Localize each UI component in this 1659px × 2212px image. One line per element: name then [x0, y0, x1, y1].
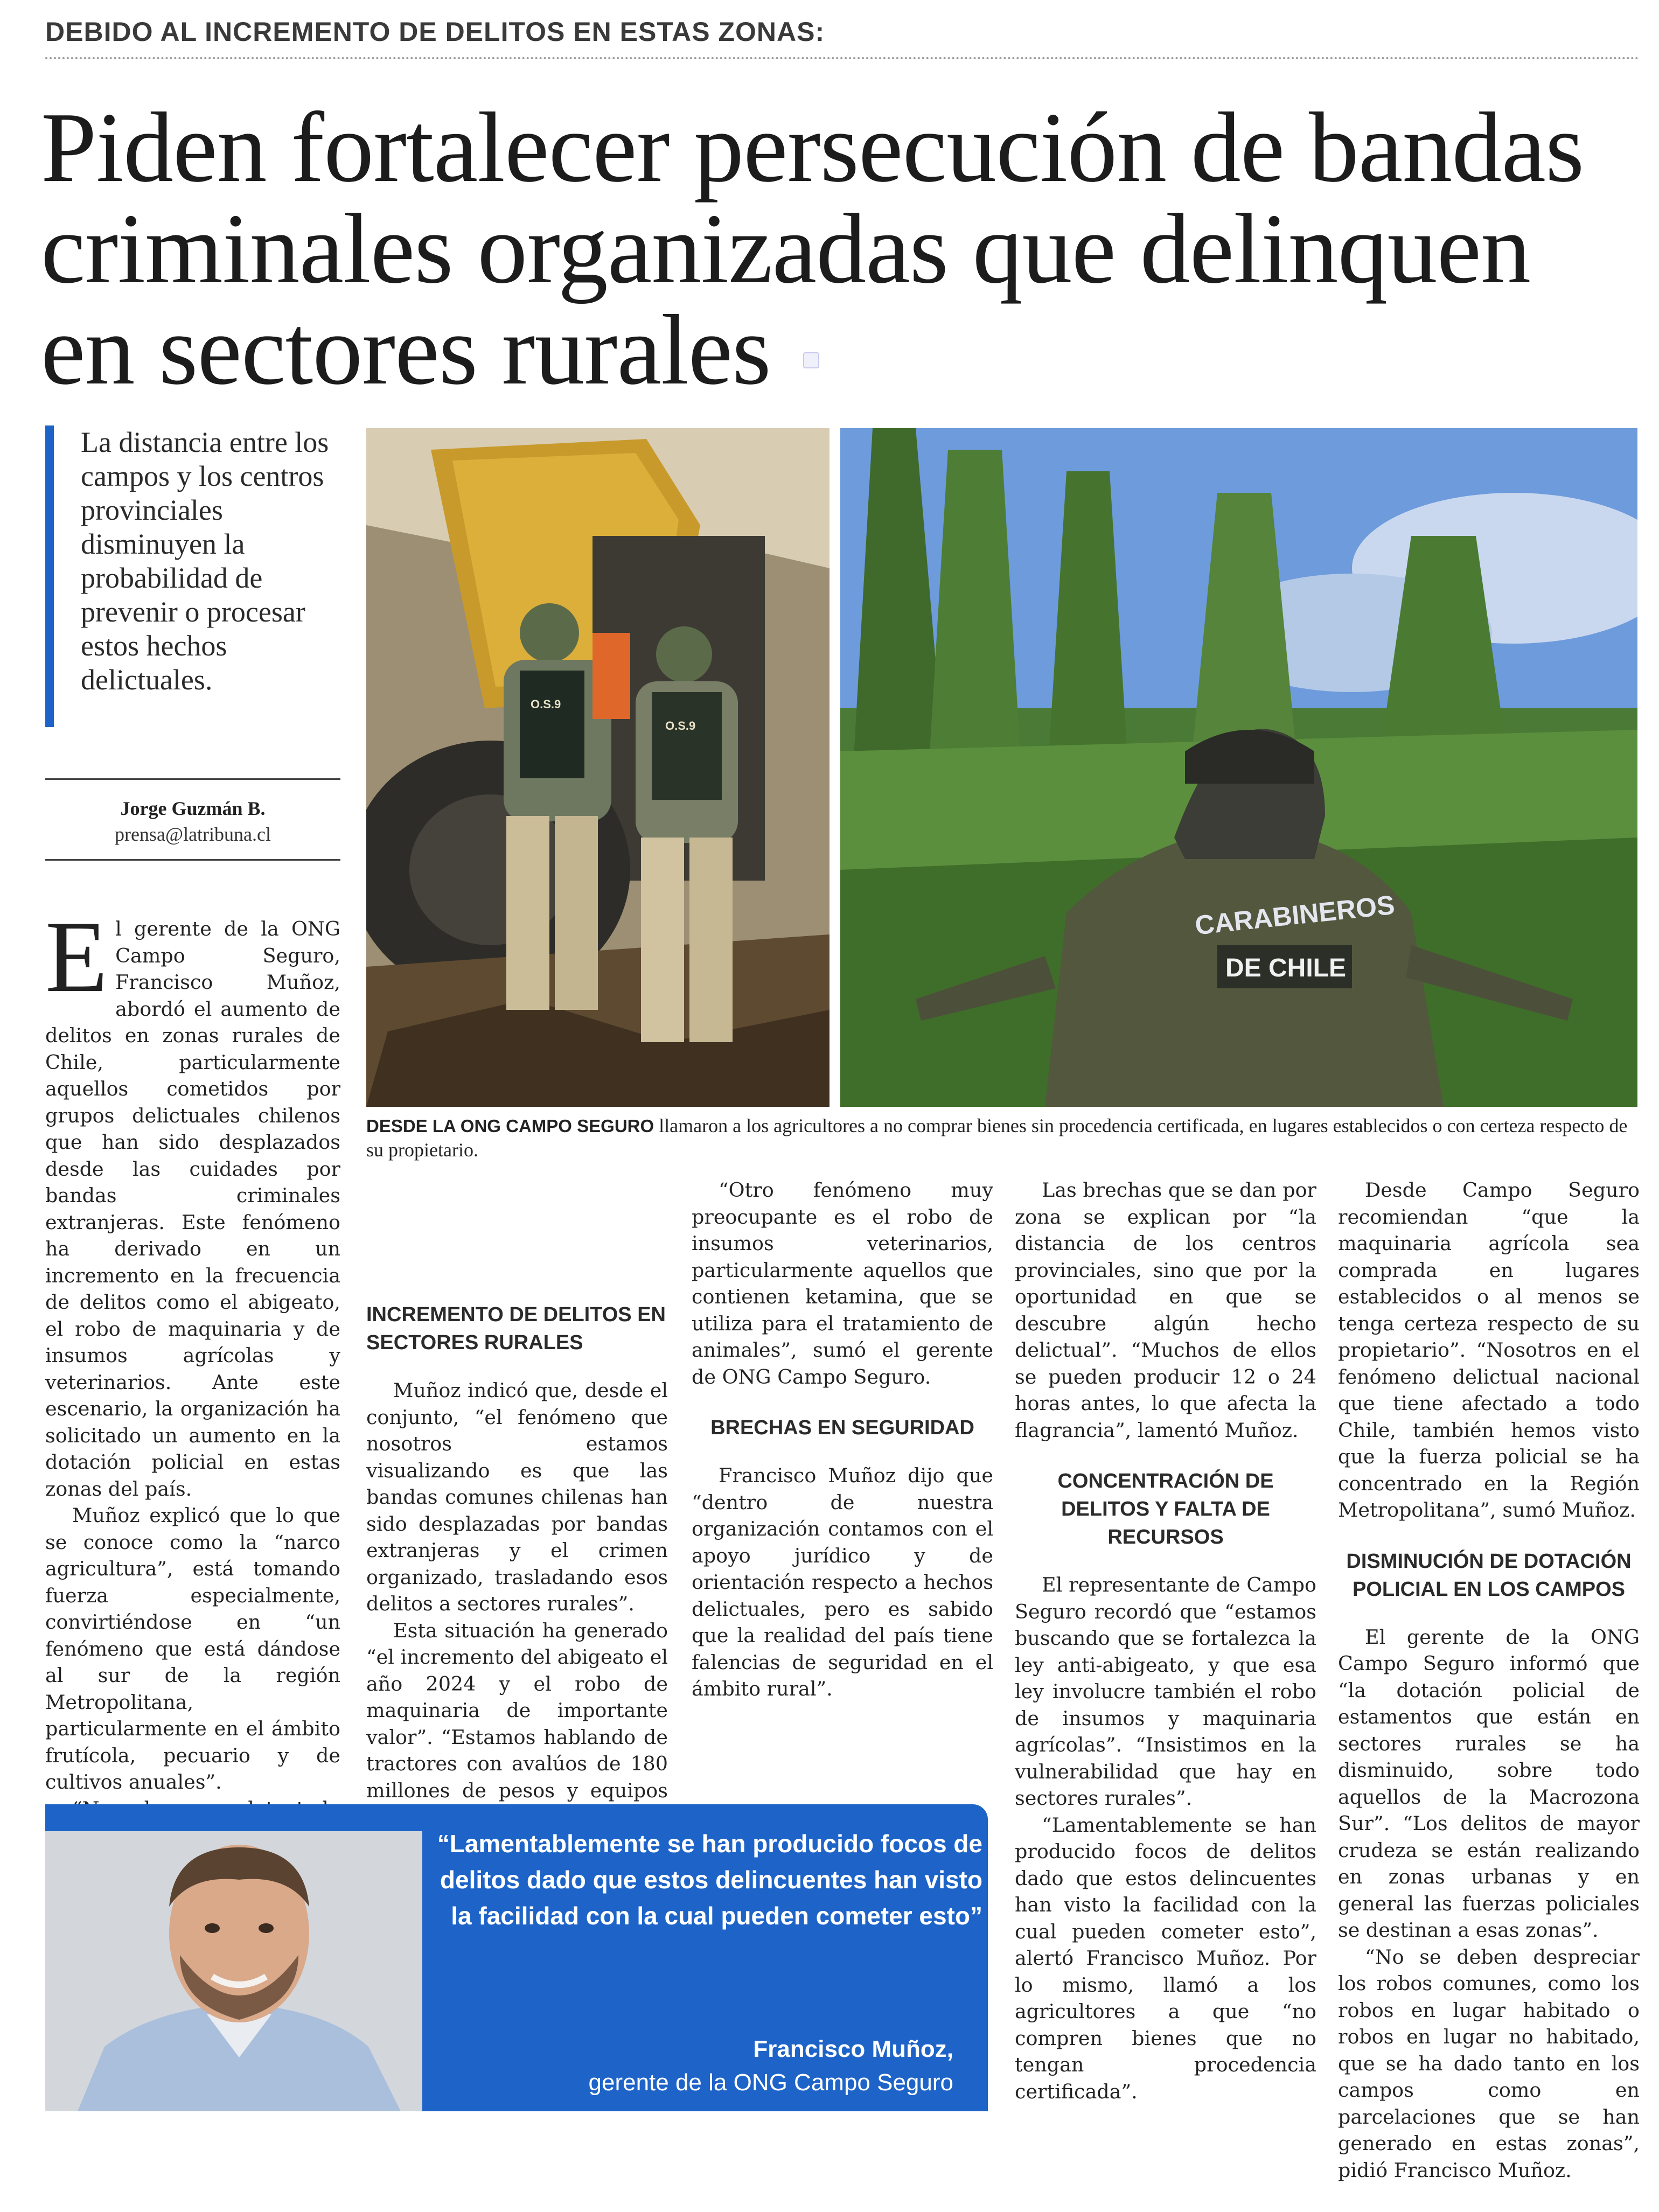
byline-divider-top	[45, 778, 340, 780]
kicker-divider	[45, 57, 1640, 59]
drop-cap: E	[45, 901, 108, 1014]
byline-author: Jorge Guzmán B.	[120, 798, 266, 819]
article-column-3	[692, 1177, 993, 1702]
article-column-4	[1015, 1177, 1316, 2105]
photo-officer-field	[840, 428, 1637, 1107]
article-paragraph-6: “Otro fenómeno muy preocupante es el robo de insumos veterinarios, particularmente aquellos que contienen ketamina, que se utiliza para el tratamiento de animales”, sumó el gerente de ONG Campo Seguro.	[692, 1178, 993, 1388]
article-paragraph-2: Muñoz explicó que lo que se conoce como la “narco agricultura”, está tomando fuerza especialmente, convirtiéndose en “un fenómeno que está dándose al sur de la región Metropolitana, particularmente en el ámbito frutícola, pecuario y de cultivos anuales”.	[45, 1504, 340, 1794]
byline-divider-bottom	[45, 859, 340, 861]
uniform-text-de-chile: DE CHILE	[1225, 954, 1347, 982]
caption-text: llamaron a los agricultores a no comprar bienes sin procedencia certificada, en lugares establecidos o con certeza respecto de su propietario.	[366, 1115, 1628, 1161]
photo-field-illustration	[840, 428, 1637, 1107]
article-paragraph-9: El representante de Campo Seguro recordó que “estamos buscando que se fortalezca la ley anti-abigeato, y que esa ley involucre también el robo de insumos y maquinaria agrícolas”. “Insistimos en la vulnerabilidad que hay en sectores rurales”.	[1015, 1573, 1316, 1810]
article-paragraph-7: Francisco Muñoz dijo que “dentro de nuestra organización contamos con el apoyo jurídico y de orientación respecto a hechos delictuales, pero es sabido que la realidad del país tiene falencias de seguridad en el ámbito rural”.	[692, 1464, 993, 1700]
byline-email: prensa@latribuna.cl	[114, 824, 271, 845]
article-paragraph-8: Las brechas que se dan por zona se explican por “la distancia de los centros provinciales, sino que por la oportunidad en que se descubre algún hecho delictual”. “Muchos de ellos se pueden producir 12 o 24 horas antes, lo que afecta la flagrancia”, lamentó Muñoz.	[1015, 1178, 1316, 1442]
lede: La distancia entre los campos y los centros provinciales disminuyen la probabilidad de prevenir o procesar estos hechos delictuales.	[45, 425, 347, 727]
article-paragraph-5: Esta situación ha generado “el incremento del abigeato el año 2024 y el robo de maquinaria de importante valor”. “Estamos hablando de tractores con avalúos de 180 millones de pesos y equipos	[366, 1618, 668, 1802]
article-column-5	[1338, 1177, 1640, 2183]
pull-quote-box	[45, 1804, 988, 2111]
photo-caption	[366, 1114, 1643, 1162]
photo-machinery-officers	[366, 428, 830, 1107]
subhead-brechas: BRECHAS EN SEGURIDAD	[710, 1416, 974, 1439]
headline	[41, 92, 1646, 406]
portrait-illustration	[45, 1831, 422, 2111]
subhead-incremento: INCREMENTO DE DELITOS EN SECTORES RURALES	[366, 1303, 666, 1354]
subhead-concentracion: CONCENTRACIÓN DE DELITOS Y FALTA DE RECURSOS	[1057, 1470, 1274, 1548]
article-paragraph-10: “Lamentablemente se han producido focos de delitos dado que estos delincuentes han visto la facilidad con la cual pueden cometer esto”, alertó Francisco Muñoz. Por lo mismo, llamó a los agricultores a que “no compren bienes que no tengan procedencia certificada”.	[1015, 1813, 1316, 2103]
article-paragraph-1: l gerente de la ONG Campo Seguro, Francisco Muñoz, abordó el aumento de delitos en zonas rurales de Chile, particularmente aquellos cometidos por grupos delictuales chilenos que han sido desplazados desde las cuidades por bandas criminales extranjeras. Este fenómeno ha derivado en un incremento en la frecuencia de delitos como el abigeato, el robo de maquinaria y de insumos agrícolas y veterinarios. Ante este escenario, la organización ha solicitado un aumento en la dotación policial en estas zonas del país.	[45, 917, 340, 1501]
caption-lead: DESDE LA ONG CAMPO SEGURO	[366, 1116, 654, 1136]
kicker: DEBIDO AL INCREMENTO DE DELITOS EN ESTAS ZONAS:	[45, 17, 825, 47]
article-paragraph-4: Muñoz indicó que, desde el conjunto, “el fenómeno que nosotros estamos visualizando es que las bandas comunes chilenas han sido desplazadas por bandas extranjeras y el crimen organizado, trasladando esos delitos a sectores rurales”.	[366, 1379, 668, 1615]
uniform-text-carabineros: CARABINEROS	[1193, 889, 1396, 941]
photo-machinery-illustration	[366, 428, 830, 1107]
inline-marker-icon	[803, 352, 819, 368]
subhead-disminucion: DISMINUCIÓN DE DOTACIÓN POLICIAL EN LOS CAMPOS	[1346, 1550, 1632, 1601]
article-paragraph-12: El gerente de la ONG Campo Seguro informó que “la dotación policial de estamentos que están en sectores rurales se ha disminuido, sobre todo aquellos de la Macrozona Sur”. “Los delitos de mayor crudeza se están realizando en zonas urbanas y en general las fuerzas policiales se destinan a esas zonas”.	[1338, 1625, 1640, 1942]
article-paragraph-13: “No se deben despreciar los robos comunes, como los robos en lugar habitado o robos en lugar no habitado, que se ha dado tanto en los campos como en parcelaciones que se han generado en estas zonas”, pidió Francisco Muñoz.	[1338, 1945, 1640, 2182]
vest-label-left: O.S.9	[531, 697, 561, 711]
pull-quote-text: “Lamentablemente se han producido focos de delitos dado que estos delincuentes han visto la facilidad con la cual pueden cometer esto”	[437, 1830, 982, 1930]
article-paragraph-11: Desde Campo Seguro recomiendan “que la maquinaria agrícola sea comprada en lugares establecidos o al menos se tenga certeza respecto de su propietario”. “Nosotros en el fenómeno delictual nacional que tiene afectado a todo Chile, también hemos visto que la fuerza policial se ha concentrado en la Región Metropolitana”, sumó Muñoz.	[1338, 1178, 1640, 1522]
pull-quote-author: Francisco Muñoz,	[753, 2036, 953, 2062]
portrait-photo	[45, 1831, 422, 2111]
headline-text: Piden fortalecer persecución de bandas criminales organizadas que delinquen en sectores rurales	[41, 92, 1584, 406]
article-column-2	[366, 1177, 668, 1831]
pull-quote-role: gerente de la ONG Campo Seguro	[588, 2069, 953, 2096]
vest-label-right: O.S.9	[665, 719, 696, 732]
